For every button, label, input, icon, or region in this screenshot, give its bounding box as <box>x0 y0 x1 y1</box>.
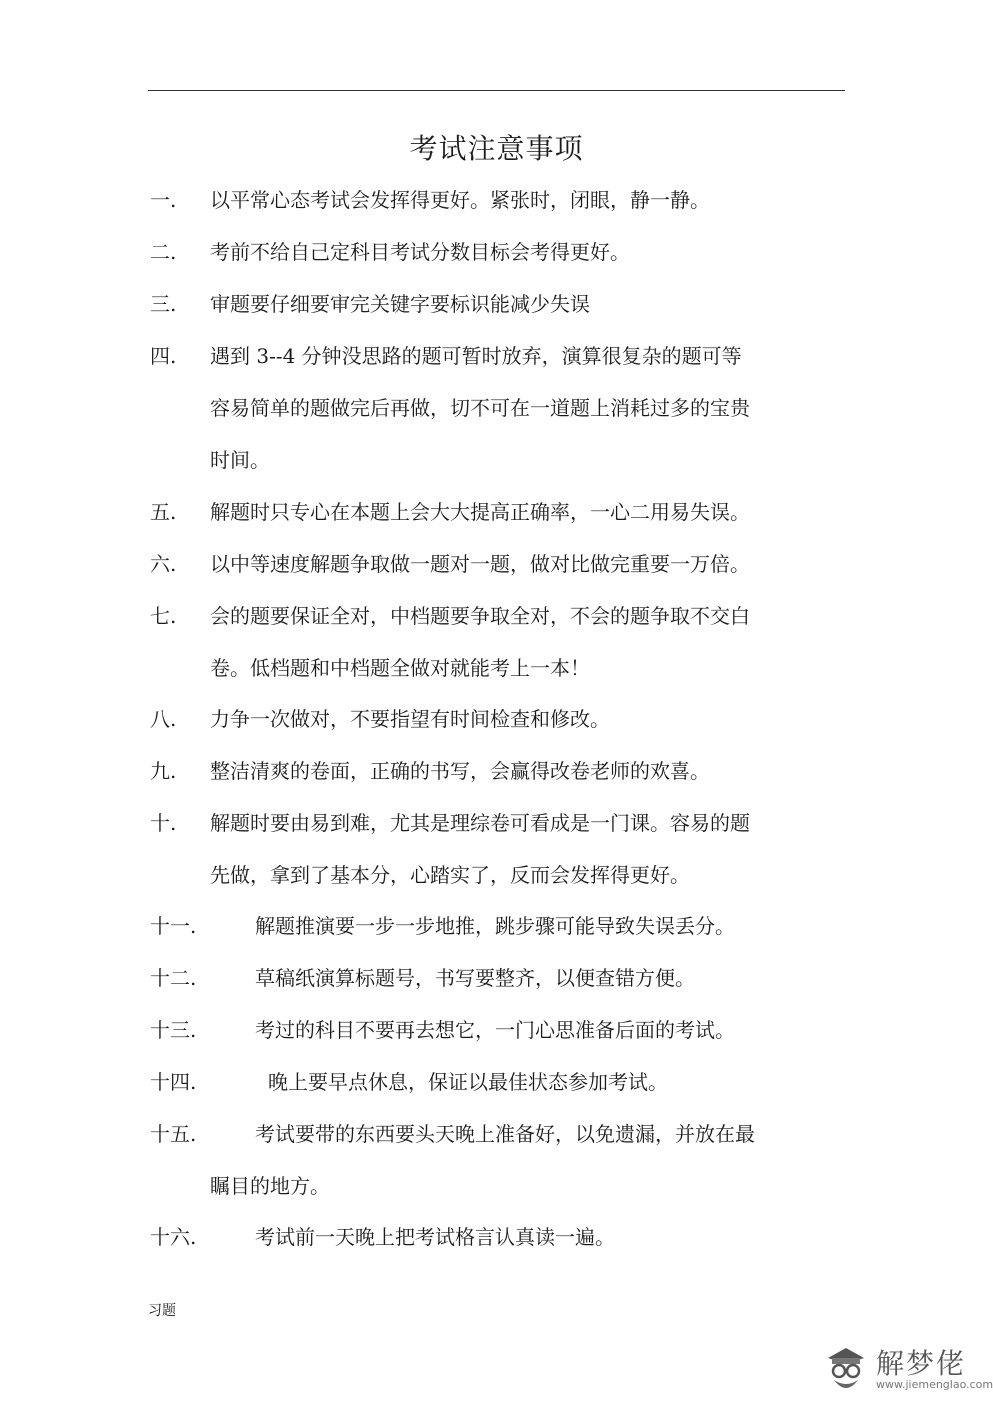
item-number: 八. <box>150 707 177 731</box>
item-text-line: 解题时要由易到难，尤其是理综卷可看成是一门课。容易的题 <box>210 811 750 835</box>
item-number: 四. <box>150 344 177 368</box>
item-number: 十一. <box>150 914 197 938</box>
item-text-line: 考前不给自己定科目考试分数目标会考得更好。 <box>210 240 630 264</box>
item-text-line: 力争一次做对，不要指望有时间检查和修改。 <box>210 707 610 731</box>
item-number: 五. <box>150 500 177 524</box>
item-text-line: 容易简单的题做完后再做，切不可在一道题上消耗过多的宝贵 <box>210 396 750 420</box>
item-text-line: 解题时只专心在本题上会大大提高正确率，一心二用易失误。 <box>210 500 750 524</box>
watermark <box>822 1340 993 1396</box>
item-text-line: 瞩目的地方。 <box>210 1174 330 1198</box>
item-text-line: 时间。 <box>210 448 270 472</box>
top-rule <box>148 90 845 91</box>
item-number: 十二. <box>150 966 197 990</box>
item-text-line: 先做，拿到了基本分，心踏实了，反而会发挥得更好。 <box>210 863 690 887</box>
item-text-line: 晚上要早点休息，保证以最佳状态参加考试。 <box>268 1070 668 1094</box>
item-number: 六. <box>150 552 177 576</box>
item-text-line: 考试要带的东西要头天晚上准备好，以免遗漏，并放在最 <box>255 1122 755 1146</box>
mascot-icon <box>822 1340 870 1396</box>
item-text-line: 以平常心态考试会发挥得更好。紧张时，闭眼，静一静。 <box>210 188 710 212</box>
item-text-line: 考过的科目不要再去想它，一门心思准备后面的考试。 <box>255 1018 735 1042</box>
item-text-line: 会的题要保证全对，中档题要争取全对，不会的题争取不交白 <box>210 604 750 628</box>
item-text-line: 卷。低档题和中档题全做对就能考上一本！ <box>210 656 590 680</box>
page-title: 考试注意事项 <box>409 132 584 165</box>
item-text-line: 整洁清爽的卷面，正确的书写，会赢得改卷老师的欢喜。 <box>210 759 710 783</box>
item-text-line: 草稿纸演算标题号，书写要整齐，以便查错方便。 <box>255 966 695 990</box>
watermark-url: www.jiemenglao.com <box>876 1378 993 1391</box>
item-number: 二. <box>150 240 177 264</box>
item-number: 十. <box>150 811 177 835</box>
item-number: 一. <box>150 188 177 212</box>
item-number: 三. <box>150 292 177 316</box>
footer-label: 习题 <box>148 1303 176 1319</box>
item-number: 九. <box>150 759 177 783</box>
item-text-line: 审题要仔细要审完关键字要标识能减少失误 <box>210 292 590 316</box>
watermark-name: 解梦佬 <box>876 1347 967 1380</box>
item-number: 十三. <box>150 1018 197 1042</box>
item-number: 十四. <box>150 1070 197 1094</box>
item-number: 十六. <box>150 1225 197 1249</box>
item-text-line: 考试前一天晚上把考试格言认真读一遍。 <box>255 1225 615 1249</box>
item-number: 十五. <box>150 1122 197 1146</box>
item-text-line: 解题推演要一步一步地推，跳步骤可能导致失误丢分。 <box>255 914 735 938</box>
item-text-line: 以中等速度解题争取做一题对一题，做对比做完重要一万倍。 <box>210 552 750 576</box>
item-number: 七. <box>150 604 177 628</box>
item-text-line: 遇到 3--4 分钟没思路的题可暂时放弃，演算很复杂的题可等 <box>210 344 742 368</box>
